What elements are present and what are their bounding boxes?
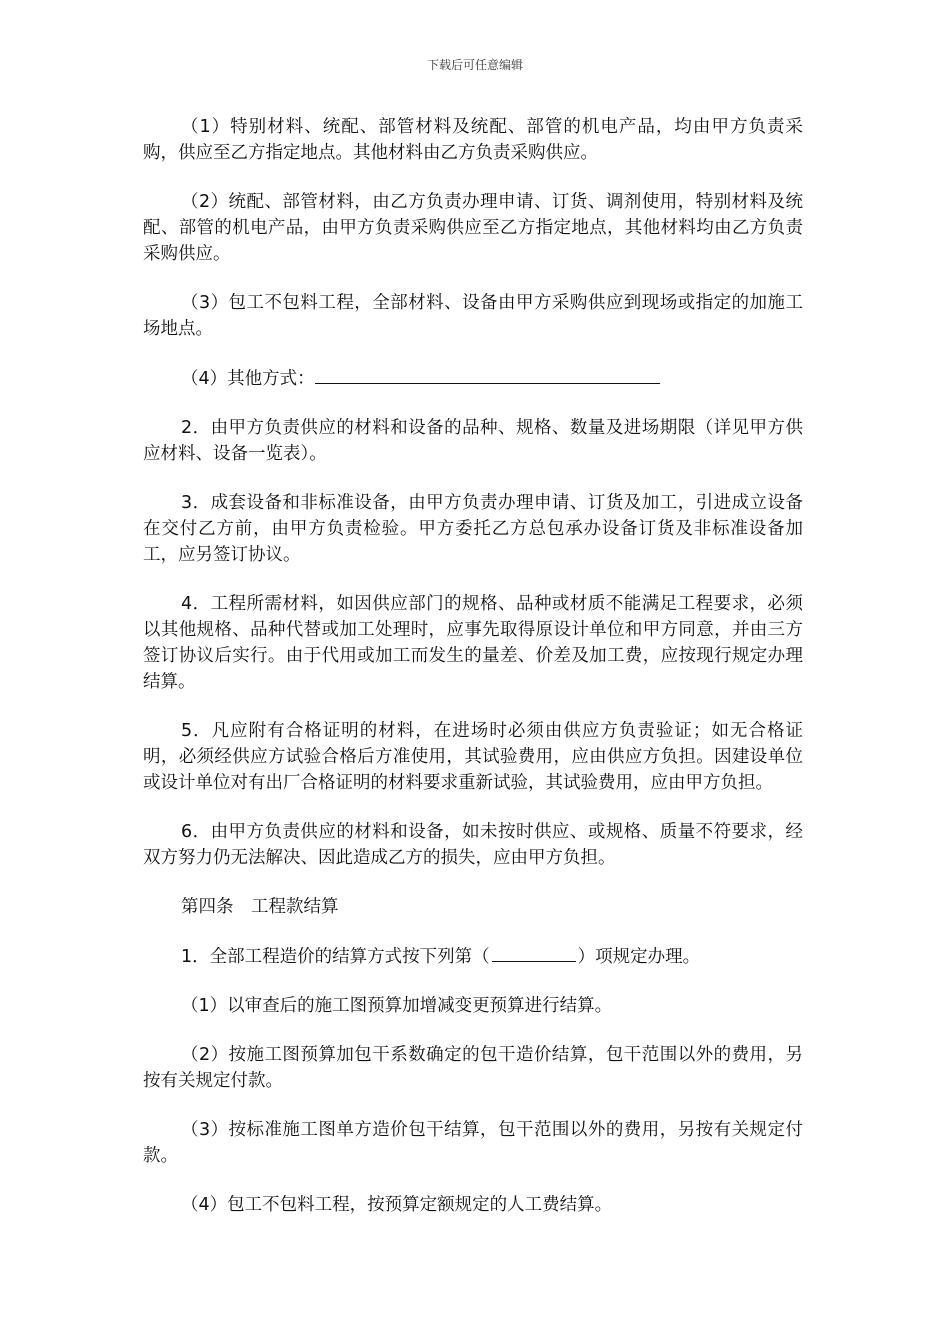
paragraph-material-supply-2: （2）统配、部管材料，由乙方负责办理申请、订货、调剂使用，特别材料及统配、部管的机电产品，由甲方负责采购供应至乙方指定地点，其他材料均由乙方负责采购供应。 bbox=[143, 192, 803, 264]
paragraph-settlement-2: （2）按施工图预算加包干系数确定的包干造价结算，包干范围以外的费用，另按有关规定付款。 bbox=[143, 1045, 803, 1091]
paragraph-clause-3: 3．成套设备和非标准设备，由甲方负责办理申请、订货及加工，引进成立设备在交付乙方前，由甲方负责检验。甲方委托乙方总包承办设备订货及非标准设备加工，应另签订协议。 bbox=[143, 493, 803, 565]
document-body bbox=[143, 114, 803, 1241]
paragraph-other-method bbox=[143, 365, 803, 392]
paragraph-material-supply-3: （3）包工不包料工程，全部材料、设备由甲方采购供应到现场或指定的加施工场地点。 bbox=[143, 293, 803, 339]
paragraph-clause-6: 6．由甲方负责供应的材料和设备，如未按时供应、或规格、质量不符要求，经双方努力仍无法解决、因此造成乙方的损失，应由甲方负担。 bbox=[143, 822, 803, 868]
settlement-text-before: 1．全部工程造价的结算方式按下列第（ bbox=[181, 947, 490, 967]
paragraph-clause-2: 2．由甲方负责供应的材料和设备的品种、规格、数量及进场期限（详见甲方供应材料、设备一览表）。 bbox=[143, 418, 803, 464]
other-method-label: （4）其他方式： bbox=[181, 369, 315, 389]
paragraph-clause-5: 5．凡应附有合格证明的材料，在进场时必须由供应方负责验证；如无合格证明，必须经供应方试验合格后方准使用，其试验费用，应由供应方负担。因建设单位或设计单位对有出厂合格证明的材料要求重新试验，其试验费用，应由甲方负担。 bbox=[143, 721, 803, 793]
section-title-article-4: 第四条 工程款结算 bbox=[181, 897, 339, 917]
other-method-blank bbox=[315, 365, 660, 384]
settlement-item-blank bbox=[492, 943, 576, 962]
page-header: 下载后可任意编辑 bbox=[426, 58, 523, 72]
paragraph-clause-4: 4．工程所需材料，如因供应部门的规格、品种或材质不能满足工程要求，必须以其他规格、品种代替或加工处理时，应事先取得原设计单位和甲方同意，并由三方签订协议后实行。由于代用或加工而发生的量差、价差及加工费，应按现行规定办理结算。 bbox=[143, 594, 803, 692]
paragraph-settlement-method bbox=[143, 943, 803, 970]
paragraph-material-supply-1: （1）特别材料、统配、部管材料及统配、部管的机电产品，均由甲方负责采购，供应至乙方指定地点。其他材料由乙方负责采购供应。 bbox=[143, 117, 803, 163]
paragraph-settlement-4: （4）包工不包料工程，按预算定额规定的人工费结算。 bbox=[181, 1195, 613, 1215]
settlement-text-after: ）项规定办理。 bbox=[577, 947, 701, 967]
paragraph-settlement-3: （3）按标准施工图单方造价包干结算，包干范围以外的费用，另按有关规定付款。 bbox=[143, 1120, 803, 1166]
paragraph-settlement-1: （1）以审查后的施工图预算加增减变更预算进行结算。 bbox=[181, 996, 613, 1016]
